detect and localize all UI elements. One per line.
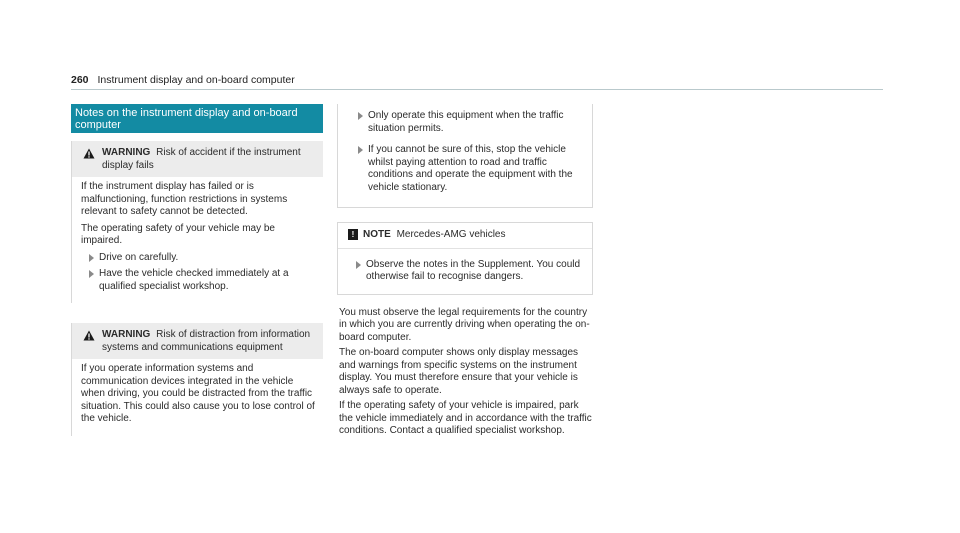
page-number: 260 — [71, 74, 89, 86]
page-header — [71, 74, 295, 86]
header-rule — [71, 89, 883, 90]
warning-body — [72, 359, 323, 436]
bullet-arrow-icon — [358, 112, 363, 120]
bullet-arrow-icon — [358, 146, 363, 154]
list-item — [348, 259, 586, 284]
warning-heading: Risk of accident if the instrument display fails — [102, 147, 301, 171]
bullet-arrow-icon — [89, 270, 94, 278]
list-item — [81, 252, 317, 265]
left-column — [71, 104, 323, 436]
warning-triangle-icon — [83, 330, 95, 341]
warning-box-distraction — [71, 323, 323, 436]
warning-keyword: WARNING — [102, 329, 151, 340]
list-item-text: Drive on carefully. — [99, 251, 179, 263]
note-header — [338, 223, 592, 249]
list-item — [350, 144, 586, 194]
warning-box-accident — [71, 141, 323, 303]
note-box — [337, 222, 593, 295]
list-item — [81, 268, 317, 293]
list-item-text: Have the vehicle checked immediately at a qualified specialist workshop. — [99, 268, 289, 292]
paragraph: You must observe the legal requirements for the country in which you are currently driving when operating the on-board computer. — [339, 306, 590, 343]
list-item-text: If you cannot be sure of this, stop the vehicle whilst paying attention to road and traffic conditions and operate the equipment with the vehicle stationary. — [368, 144, 573, 193]
middle-column — [337, 104, 593, 441]
body-text — [337, 307, 593, 438]
warning-paragraph: If the instrument display has failed or is malfunctioning, function restrictions in systems relevant to safety cannot be detected. — [81, 181, 288, 217]
warning-header — [72, 141, 323, 177]
warning-paragraph: The operating safety of your vehicle may be impaired. — [81, 222, 275, 246]
warning-heading: Risk of distraction from information systems and communications equipment — [102, 329, 311, 353]
bullet-arrow-icon — [356, 261, 361, 269]
note-heading: Mercedes-AMG vehicles — [396, 229, 506, 240]
page-header-title: Instrument display and on-board computer — [97, 74, 295, 86]
bullet-arrow-icon — [89, 254, 94, 262]
paragraph: If the operating safety of your vehicle is impaired, park the vehicle immediately and in accordance with the traffic conditions. Contact a qualified specialist workshop. — [339, 400, 592, 436]
list-item-text: Only operate this equipment when the traffic situation permits. — [368, 110, 564, 134]
note-keyword: NOTE — [363, 229, 391, 240]
list-item-text: Observe the notes in the Supplement. You could otherwise fail to recognise dangers. — [366, 258, 581, 282]
warning-keyword: WARNING — [102, 147, 151, 158]
section-title: Notes on the instrument display and on-board computer — [71, 104, 323, 133]
warning-header — [72, 323, 323, 359]
warning-triangle-icon — [83, 148, 95, 159]
warning-continuation — [337, 104, 593, 208]
note-body — [338, 249, 592, 294]
paragraph: The on-board computer shows only display messages and warnings from specific systems on the instrument display. You must therefore ensure that your vehicle is always safe to operate. — [339, 347, 579, 396]
list-item — [350, 110, 586, 135]
exclamation-icon: ! — [348, 229, 358, 240]
warning-body — [72, 177, 323, 303]
warning-paragraph: If you operate information systems and communication devices integrated in the vehicle when driving, you could be distracted from the traffic situation. This could also cause you to lose control of the vehicle. — [81, 363, 315, 424]
